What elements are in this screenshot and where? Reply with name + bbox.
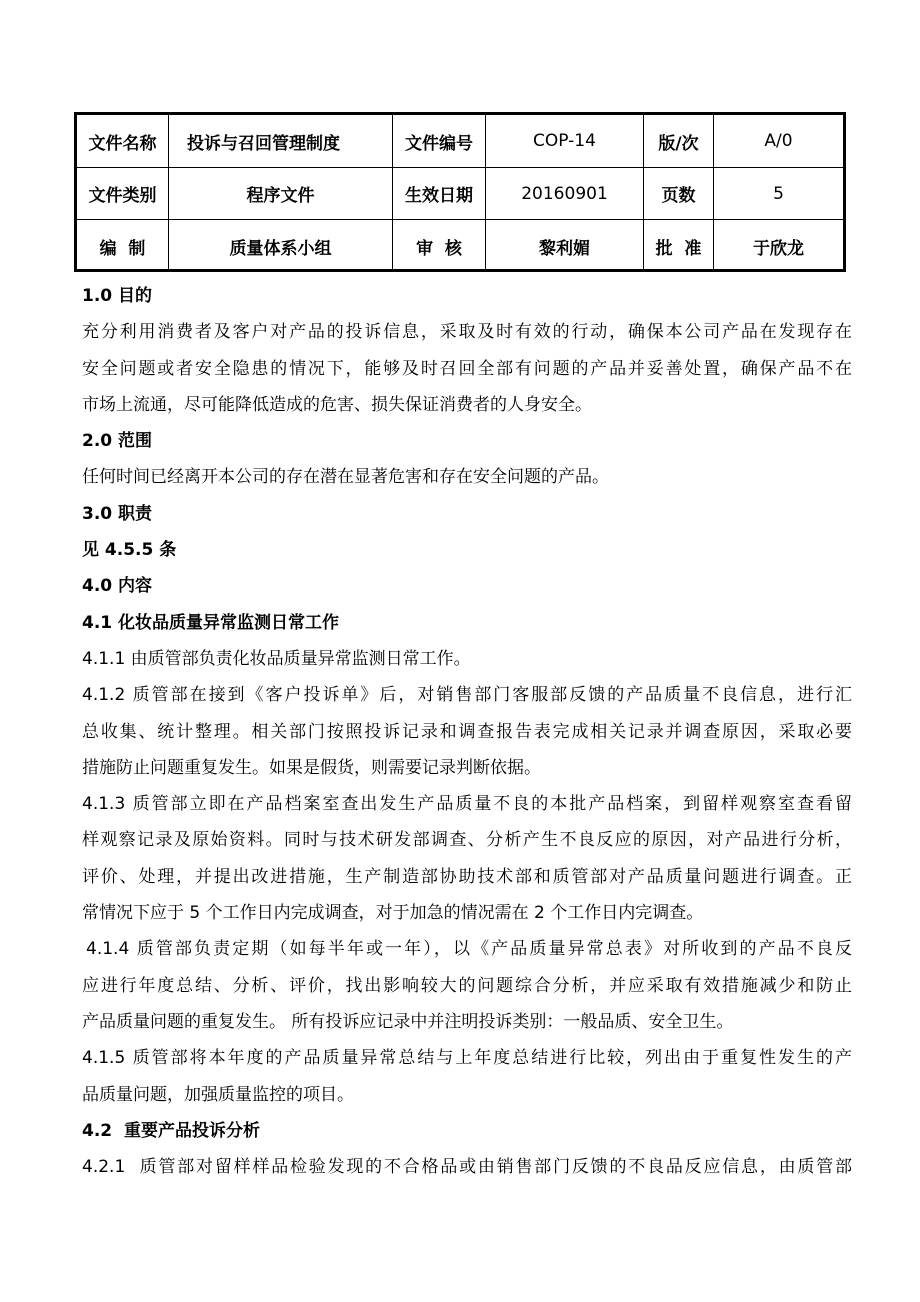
paragraph-line: 措施防止问题重复发生。如果是假货，则需要记录判断依据。 (82, 757, 541, 778)
document-header-table (74, 112, 846, 272)
paragraph-line: 4.1.3 质管部立即在产品档案室查出发生产品质量不良的本批产品档案，到留样观察室查看留 (82, 794, 852, 815)
paragraph-line: 评价、处理，并提出改进措施，生产制造部协助技术部和质管部对产品质量问题进行调查。正 (82, 866, 852, 887)
value-prepared-by: 质量体系小组 (169, 220, 393, 272)
paragraph-line: 产品质量问题的重复发生。 所有投诉应记录中并注明投诉类别：一般品质、安全卫生。 (82, 1011, 734, 1032)
label-page-count: 页数 (644, 168, 714, 220)
label-version: 版/次 (644, 115, 714, 168)
value-reviewed-by: 黎利媚 (486, 220, 644, 272)
label-approved-by: 批 准 (644, 220, 714, 272)
label-file-category: 文件类别 (77, 168, 169, 220)
paragraph-line: 见 4.5.5 条 (82, 540, 177, 561)
label-prepared-by: 编 制 (77, 220, 169, 272)
paragraph-line: 4.1.2 质管部在接到《客户投诉单》后，对销售部门客服部反馈的产品质量不良信息，进行汇 (82, 685, 852, 706)
paragraph-line: 常情况下应于 5 个工作日内完成调查，对于加急的情况需在 2 个工作日内完调查。 (82, 903, 704, 924)
paragraph-line: 4.1.5 质管部将本年度的产品质量异常总结与上年度总结进行比较，列出由于重复性发生的产 (82, 1048, 852, 1069)
paragraph-line: 安全问题或者安全隐患的情况下，能够及时召回全部有问题的产品并妥善处置，确保产品不在 (82, 358, 852, 379)
paragraph-line: 4.2.1 质管部对留样样品检验发现的不合格品或由销售部门反馈的不良品反应信息，由质管部 (82, 1157, 852, 1178)
value-file-category: 程序文件 (169, 168, 393, 220)
document-body (82, 278, 852, 1185)
label-file-name: 文件名称 (77, 115, 169, 168)
paragraph-line: 充分利用消费者及客户对产品的投诉信息，采取及时有效的行动，确保本公司产品在发现存在 (82, 322, 852, 343)
value-effective-date: 20160901 (486, 168, 644, 220)
value-approved-by: 于欣龙 (753, 238, 804, 259)
value-file-name: 投诉与召回管理制度 (169, 115, 393, 168)
section-title-content: 4.0 内容 (82, 576, 153, 597)
paragraph-line: 应进行年度总结、分析、评价，找出影响较大的问题综合分析，并应采取有效措施减少和防止 (82, 975, 852, 996)
value-page-count: 5 (714, 168, 843, 220)
label-file-number: 文件编号 (393, 115, 486, 168)
label-effective-date: 生效日期 (393, 168, 486, 220)
paragraph-line: 样观察记录及原始资料。同时与技术研发部调查、分析产生不良反应的原因，对产品进行分析， (82, 830, 852, 851)
subsection-title-4-2: 4.2 重要产品投诉分析 (82, 1120, 260, 1141)
section-title-scope: 2.0 范围 (82, 431, 153, 452)
paragraph-line: 总收集、统计整理。相关部门按照投诉记录和调查报告表完成相关记录并调查原因，采取必要 (82, 721, 852, 742)
value-file-number: COP-14 (486, 115, 644, 168)
section-title-purpose: 1.0 目的 (82, 286, 153, 306)
paragraph-line: 品质量问题，加强质量监控的项目。 (82, 1084, 354, 1105)
section-title-responsibility: 3.0 职责 (82, 503, 153, 524)
paragraph-line: 4.1.1 由质管部负责化妆品质量异常监测日常工作。 (82, 648, 471, 669)
value-version: A/0 (714, 115, 843, 168)
label-reviewed-by: 审 核 (393, 220, 486, 272)
paragraph-line: 市场上流通，尽可能降低造成的危害、损失保证消费者的人身安全。 (82, 394, 592, 415)
paragraph-line: 任何时间已经离开本公司的存在潜在显著危害和存在安全问题的产品。 (82, 467, 609, 488)
subsection-title-4-1: 4.1 化妆品质量异常监测日常工作 (82, 612, 340, 633)
paragraph-line: 4.1.4 质管部负责定期（如每半年或一年），以《产品质量异常总表》对所收到的产品不良反 (86, 939, 852, 960)
